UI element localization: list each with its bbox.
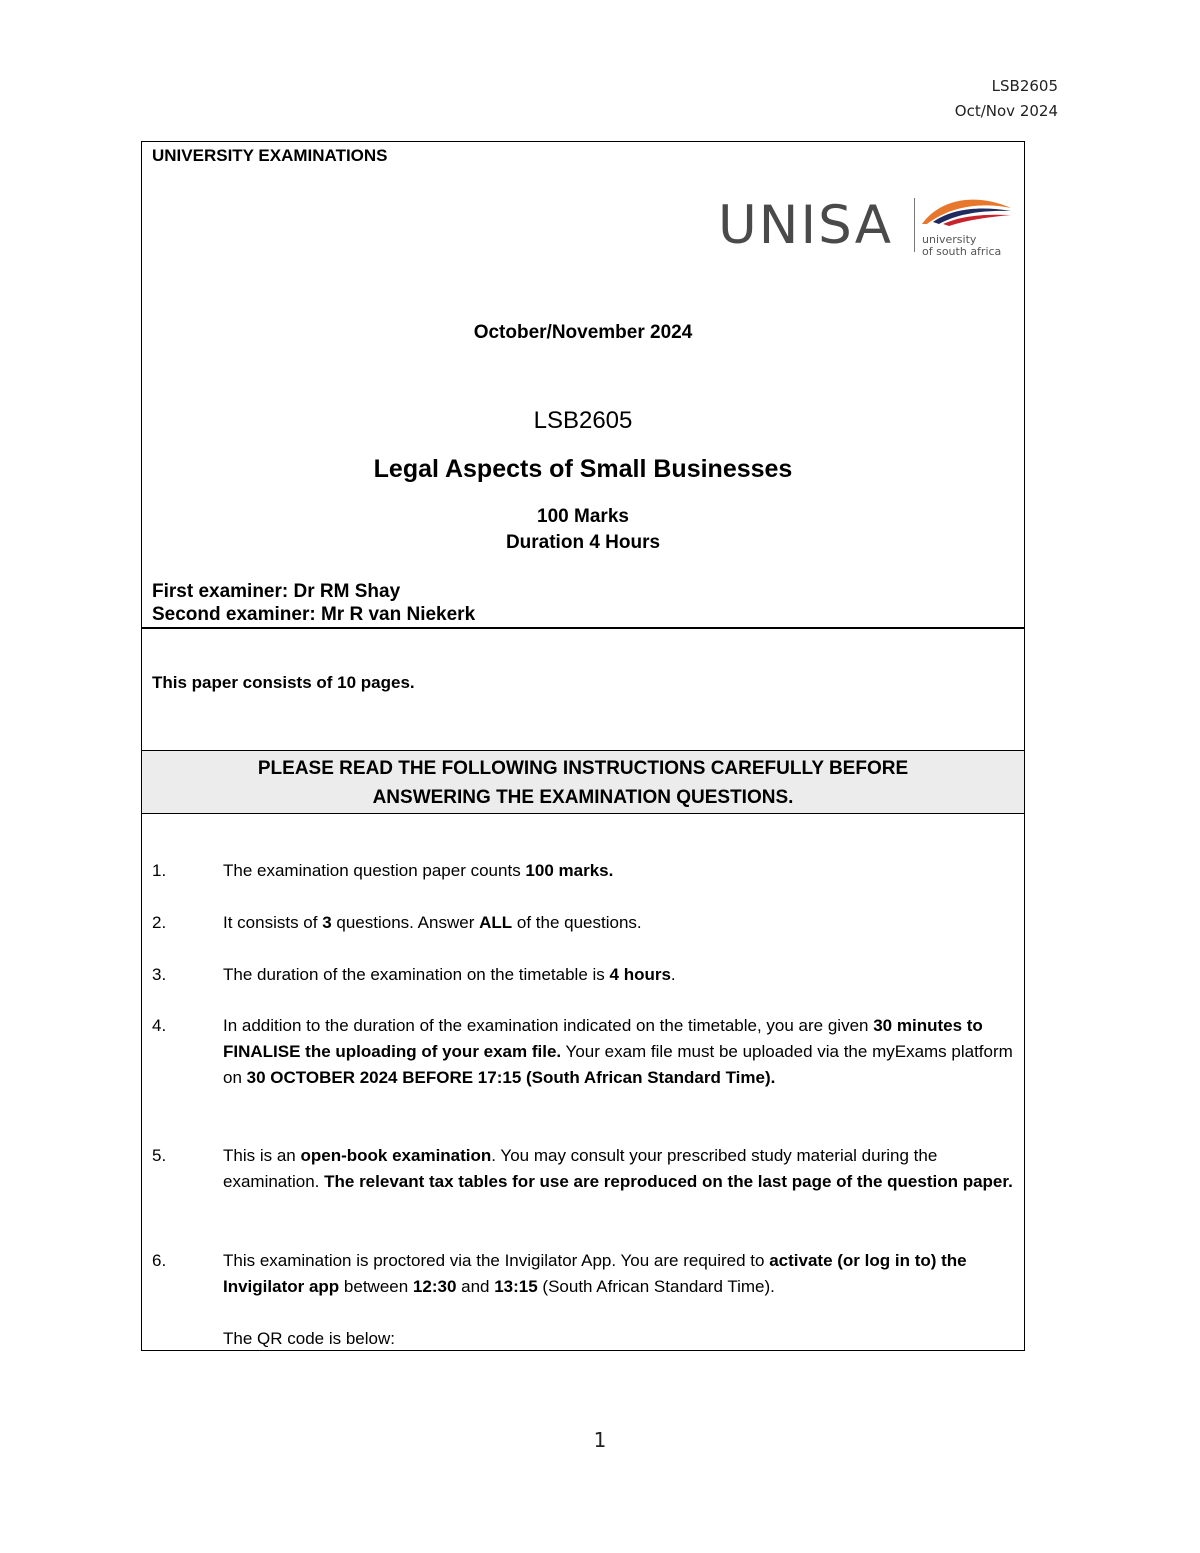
instruction-number: 5. [152, 1146, 167, 1165]
total-marks: 100 Marks [537, 506, 629, 527]
instruction-run: . You may consult your prescribed study material during the examination. [223, 1146, 938, 1191]
logo-divider [914, 198, 915, 252]
instruction-emphasis: open-book examination [300, 1146, 492, 1165]
pages-note: This paper consists of 10 pages. [152, 673, 415, 692]
instruction-run: The duration of the examination on the timetable is [223, 965, 610, 984]
header-code: LSB2605 [991, 77, 1058, 95]
instruction-text [223, 1143, 1013, 1195]
instruction-number: 1. [152, 861, 167, 880]
second-examiner: Second examiner: Mr R van Niekerk [152, 604, 476, 625]
instruction-run: . [670, 965, 676, 984]
instruction-number: 6. [152, 1251, 167, 1270]
instruction-emphasis: 12:30 [412, 1277, 457, 1296]
instruction-emphasis: 4 hours [609, 965, 671, 984]
header-session: Oct/Nov 2024 [954, 102, 1058, 120]
instruction-run: The examination question paper counts [223, 861, 526, 880]
instruction-text [223, 1248, 1013, 1300]
banner-line-1: PLEASE READ THE FOLLOWING INSTRUCTIONS CAREFULLY BEFORE [257, 758, 909, 779]
instruction-emphasis: The relevant tax tables for use are reproduced on the last page of the question paper. [324, 1172, 1013, 1191]
instruction-run: (South African Standard Time). [537, 1277, 775, 1296]
instruction-emphasis: 13:15 [494, 1277, 538, 1296]
instruction-emphasis: 30 minutes to FINALISE the uploading of your exam file. [223, 1016, 983, 1061]
instruction-text [223, 1013, 1013, 1091]
page-header [955, 74, 1058, 124]
instruction-emphasis: 30 OCTOBER 2024 BEFORE 17:15 (South African Standard Time). [246, 1068, 776, 1087]
instruction-text [223, 910, 1013, 936]
cover-section [142, 142, 1024, 629]
instruction-number: 3. [152, 965, 167, 984]
module-title: Legal Aspects of Small Businesses [373, 455, 793, 483]
module-code: LSB2605 [533, 407, 633, 434]
qr-note: The QR code is below: [223, 1329, 395, 1348]
instruction-emphasis: activate (or log in to) the Invigilator app [223, 1251, 967, 1296]
unisa-logo [714, 192, 1014, 264]
exam-cover-box [141, 141, 1025, 1351]
instruction-number: 2. [152, 913, 167, 932]
exam-date: October/November 2024 [473, 322, 693, 343]
instruction-run: In addition to the duration of the examination indicated on the timetable, you are given [223, 1016, 874, 1035]
instruction-emphasis: 3 [322, 913, 332, 932]
instruction-run: of the questions. [512, 913, 642, 932]
instruction-number: 4. [152, 1016, 167, 1035]
page-number: 1 [593, 1428, 607, 1452]
instruction-emphasis: 100 marks. [525, 861, 614, 880]
instruction-text [223, 858, 1013, 884]
instruction-text [223, 962, 1013, 988]
unisa-swoosh-icon [919, 194, 1014, 232]
instruction-run: This is an [223, 1146, 301, 1165]
instruction-run: Your exam file must be uploaded via the myExams platform on [223, 1042, 1013, 1087]
instruction-run: between [339, 1277, 413, 1296]
logo-sub-line2: of south africa [922, 245, 1002, 258]
instruction-emphasis: ALL [479, 913, 513, 932]
instruction-run: It consists of [223, 913, 323, 932]
pages-section [142, 629, 1024, 751]
logo-sub-line1: university [922, 233, 977, 246]
instructions-banner [142, 751, 1024, 814]
university-examinations-label: UNIVERSITY EXAMINATIONS [152, 146, 388, 165]
unisa-logo-wordmark: UNISA [718, 195, 893, 256]
instruction-run: This examination is proctored via the Invigilator App. You are required to [223, 1251, 770, 1270]
banner-line-2: ANSWERING THE EXAMINATION QUESTIONS. [372, 787, 794, 808]
unisa-logo-subtitle [922, 234, 1001, 258]
instruction-run: questions. Answer [331, 913, 480, 932]
instruction-run: and [456, 1277, 495, 1296]
first-examiner: First examiner: Dr RM Shay [152, 581, 401, 602]
exam-duration: Duration 4 Hours [505, 532, 661, 553]
